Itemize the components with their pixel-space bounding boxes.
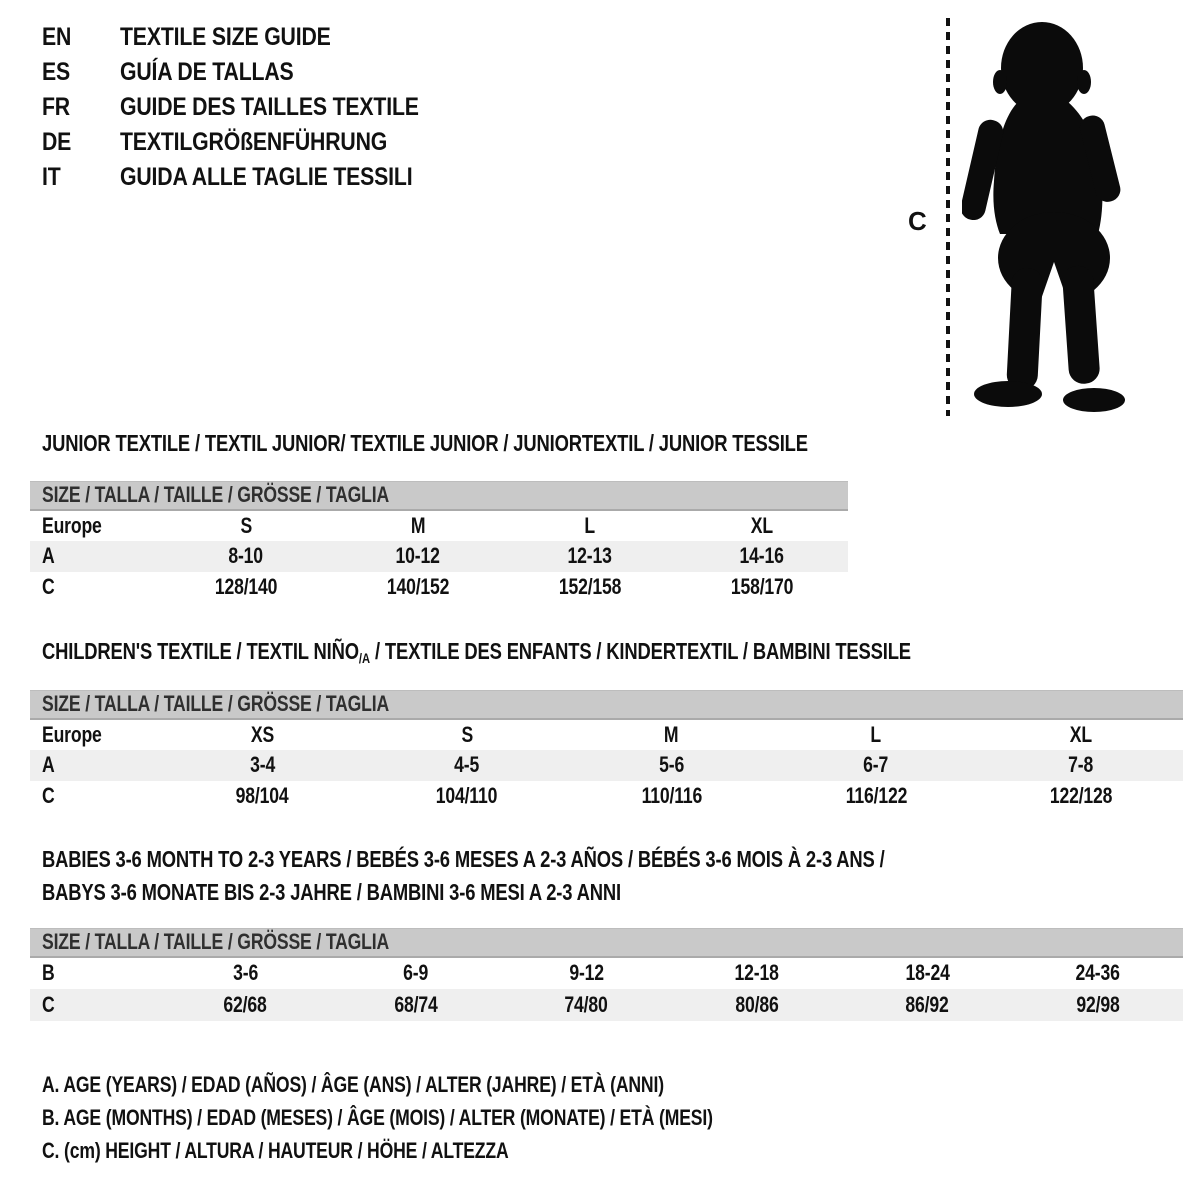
note-line-c bbox=[42, 1134, 880, 1167]
cell-text: 68/74 bbox=[394, 991, 438, 1017]
cell-text: 12-13 bbox=[567, 543, 613, 568]
cell-text: 6-9 bbox=[403, 960, 429, 985]
size-header-cell bbox=[30, 929, 1183, 957]
language-title-text: TEXTILGRÖßENFÜHRUNG bbox=[120, 128, 388, 156]
language-row-it bbox=[42, 160, 472, 195]
cell-text: 6-7 bbox=[863, 752, 889, 777]
cell-text: 10-12 bbox=[395, 543, 441, 568]
table-row-europe bbox=[30, 719, 1183, 750]
size-cell bbox=[842, 957, 1013, 989]
cell-text: XL bbox=[1069, 721, 1092, 747]
children-section-heading bbox=[42, 638, 1128, 668]
dashed-measure-line bbox=[944, 16, 952, 418]
cell-text: 14-16 bbox=[739, 543, 785, 568]
row-label-cell bbox=[30, 541, 160, 572]
cell-text: Europe bbox=[42, 721, 102, 747]
cell-text: 104/110 bbox=[436, 783, 498, 808]
size-cell bbox=[1013, 957, 1184, 989]
babies-section-heading bbox=[42, 846, 1095, 906]
cell-text: 152/158 bbox=[558, 574, 622, 599]
language-code-text: ES bbox=[42, 58, 71, 86]
note-text: C. (cm) HEIGHT / ALTURA / HAUTEUR / HÖHE / ALTEZZA bbox=[42, 1137, 509, 1163]
language-code-text: EN bbox=[42, 23, 72, 51]
size-cell bbox=[1013, 989, 1184, 1021]
size-header-cell bbox=[30, 691, 1183, 719]
size-header-text: SIZE / TALLA / TAILLE / GRÖSSE / TAGLIA bbox=[42, 482, 390, 508]
row-label-cell bbox=[30, 572, 160, 603]
cell-text: 3-4 bbox=[249, 752, 275, 777]
cell-text: 5-6 bbox=[658, 752, 684, 777]
cell-text: 4-5 bbox=[454, 752, 480, 777]
language-code bbox=[42, 93, 120, 122]
cell-text: 7-8 bbox=[1068, 752, 1094, 777]
language-title bbox=[120, 163, 464, 192]
cell-text: M bbox=[664, 721, 679, 747]
cell-text: XS bbox=[250, 721, 274, 747]
size-cell bbox=[365, 750, 570, 781]
size-cell bbox=[365, 781, 570, 812]
cell-text: 116/122 bbox=[845, 783, 907, 808]
note-text: A. AGE (YEARS) / EDAD (AÑOS) / ÂGE (ANS) / ALTER (JAHRE) / ETÀ (ANNI) bbox=[42, 1071, 664, 1097]
table-row-height bbox=[30, 781, 1183, 812]
children-heading-sub: /A bbox=[358, 650, 371, 666]
size-cell bbox=[332, 510, 504, 541]
language-code bbox=[42, 23, 120, 52]
size-cell bbox=[160, 957, 331, 989]
junior-heading-text: JUNIOR TEXTILE / TEXTIL JUNIOR/ TEXTILE JUNIOR / JUNIORTEXTIL / JUNIOR TESSILE bbox=[42, 430, 808, 456]
baby-silhouette-icon bbox=[962, 16, 1136, 418]
size-cell bbox=[160, 510, 332, 541]
cell-text: 140/152 bbox=[386, 574, 450, 599]
language-code-text: FR bbox=[42, 93, 70, 121]
table-header-row bbox=[30, 929, 1183, 957]
cell-text: XL bbox=[750, 512, 774, 538]
size-cell bbox=[978, 719, 1183, 750]
language-title bbox=[120, 93, 472, 122]
language-row-fr bbox=[42, 90, 472, 125]
row-label-cell bbox=[30, 989, 160, 1021]
size-cell bbox=[676, 541, 848, 572]
row-label-cell bbox=[30, 750, 160, 781]
cell-text: 80/86 bbox=[735, 991, 779, 1017]
size-cell bbox=[160, 572, 332, 603]
language-code bbox=[42, 58, 120, 87]
junior-size-table bbox=[30, 481, 848, 603]
note-line-b bbox=[42, 1101, 880, 1134]
children-heading-text bbox=[42, 638, 911, 668]
row-label-cell bbox=[30, 781, 160, 812]
language-title bbox=[120, 23, 368, 52]
size-header-text: SIZE / TALLA / TAILLE / GRÖSSE / TAGLIA bbox=[42, 691, 390, 717]
size-header-text: SIZE / TALLA / TAILLE / GRÖSSE / TAGLIA bbox=[42, 929, 390, 955]
size-cell bbox=[160, 719, 365, 750]
language-title bbox=[120, 128, 434, 157]
size-cell bbox=[504, 541, 676, 572]
size-cell bbox=[160, 541, 332, 572]
size-cell bbox=[774, 719, 979, 750]
junior-section-heading bbox=[42, 430, 999, 457]
cell-text: A bbox=[42, 752, 55, 777]
cell-text: 92/98 bbox=[1076, 991, 1120, 1017]
row-label-cell bbox=[30, 957, 160, 989]
language-row-es bbox=[42, 55, 472, 90]
language-title-text: TEXTILE SIZE GUIDE bbox=[120, 23, 331, 51]
table-header-row bbox=[30, 482, 848, 510]
cell-text: 86/92 bbox=[905, 991, 949, 1017]
children-size-table bbox=[30, 690, 1183, 812]
size-cell bbox=[774, 750, 979, 781]
cell-text: 8-10 bbox=[228, 543, 264, 568]
note-text: B. AGE (MONTHS) / EDAD (MESES) / ÂGE (MOIS) / ALTER (MONATE) / ETÀ (MESI) bbox=[42, 1104, 713, 1130]
size-cell bbox=[672, 989, 843, 1021]
cell-text: 98/104 bbox=[235, 783, 289, 808]
table-row-height bbox=[30, 572, 848, 603]
language-code bbox=[42, 128, 120, 157]
babies-size-table bbox=[30, 928, 1183, 1021]
size-cell bbox=[676, 510, 848, 541]
cell-text: C bbox=[42, 783, 55, 808]
language-code bbox=[42, 163, 120, 192]
cell-text: 128/140 bbox=[214, 574, 278, 599]
row-label-cell bbox=[30, 510, 160, 541]
cell-text: 12-18 bbox=[734, 960, 779, 985]
size-cell bbox=[504, 510, 676, 541]
cell-text: 110/116 bbox=[641, 783, 702, 808]
size-header-cell bbox=[30, 482, 848, 510]
size-cell bbox=[365, 719, 570, 750]
legend-notes bbox=[42, 1068, 880, 1167]
cell-text: 122/128 bbox=[1049, 783, 1112, 808]
cell-text: 24-36 bbox=[1075, 960, 1120, 985]
language-row-en bbox=[42, 20, 472, 55]
cell-text: 158/170 bbox=[730, 574, 794, 599]
size-cell bbox=[842, 989, 1013, 1021]
size-cell bbox=[501, 957, 672, 989]
cell-text: S bbox=[461, 721, 473, 747]
cell-text: L bbox=[870, 721, 882, 747]
language-title-text: GUIDA ALLE TAGLIE TESSILI bbox=[120, 163, 413, 191]
cell-text: 18-24 bbox=[905, 960, 950, 985]
cell-text: Europe bbox=[42, 512, 102, 538]
size-cell bbox=[332, 541, 504, 572]
table-row-age bbox=[30, 541, 848, 572]
language-code-text: DE bbox=[42, 128, 72, 156]
cell-text: M bbox=[410, 512, 426, 538]
children-heading-post: / TEXTILE DES ENFANTS / KINDERTEXTIL / BAMBINI TESSILE bbox=[370, 638, 911, 664]
size-cell bbox=[332, 572, 504, 603]
cell-text: 74/80 bbox=[564, 991, 608, 1017]
size-cell bbox=[676, 572, 848, 603]
size-cell bbox=[331, 989, 502, 1021]
table-row-europe bbox=[30, 510, 848, 541]
cell-text: L bbox=[584, 512, 596, 538]
size-cell bbox=[504, 572, 676, 603]
cell-text: 3-6 bbox=[232, 960, 258, 985]
figure-height-label: C bbox=[908, 206, 927, 236]
size-cell bbox=[160, 781, 365, 812]
language-list bbox=[42, 20, 472, 195]
cell-text: C bbox=[42, 574, 55, 599]
row-label-cell bbox=[30, 719, 160, 750]
cell-text: S bbox=[240, 512, 252, 538]
table-header-row bbox=[30, 691, 1183, 719]
cell-text: C bbox=[42, 991, 55, 1017]
size-cell bbox=[569, 719, 774, 750]
size-cell bbox=[501, 989, 672, 1021]
babies-heading-line2: BABYS 3-6 MONATE BIS 2-3 JAHRE / BAMBINI 3-6 MESI A 2-3 ANNI bbox=[42, 879, 621, 905]
cell-text: A bbox=[42, 543, 55, 568]
table-row-months bbox=[30, 957, 1183, 989]
language-title bbox=[120, 58, 324, 87]
language-title-text: GUÍA DE TALLAS bbox=[120, 58, 294, 86]
size-cell bbox=[160, 989, 331, 1021]
size-cell bbox=[160, 750, 365, 781]
size-cell bbox=[978, 750, 1183, 781]
size-cell bbox=[331, 957, 502, 989]
babies-heading-line1: BABIES 3-6 MONTH TO 2-3 YEARS / BEBÉS 3-6 MESES A 2-3 AÑOS / BÉBÉS 3-6 MOIS À 2-3 ANS / bbox=[42, 846, 885, 872]
language-code-text: IT bbox=[42, 163, 61, 191]
table-row-height bbox=[30, 989, 1183, 1021]
size-cell bbox=[978, 781, 1183, 812]
size-cell bbox=[672, 957, 843, 989]
cell-text: B bbox=[42, 960, 55, 985]
children-heading-pre: CHILDREN'S TEXTILE / TEXTIL NIÑO bbox=[42, 638, 359, 664]
language-row-de bbox=[42, 125, 472, 160]
table-row-age bbox=[30, 750, 1183, 781]
size-cell bbox=[569, 781, 774, 812]
cell-text: 62/68 bbox=[223, 991, 267, 1017]
size-cell bbox=[774, 781, 979, 812]
size-cell bbox=[569, 750, 774, 781]
language-title-text: GUIDE DES TAILLES TEXTILE bbox=[120, 93, 419, 121]
cell-text: 9-12 bbox=[568, 960, 604, 985]
note-line-a bbox=[42, 1068, 880, 1101]
